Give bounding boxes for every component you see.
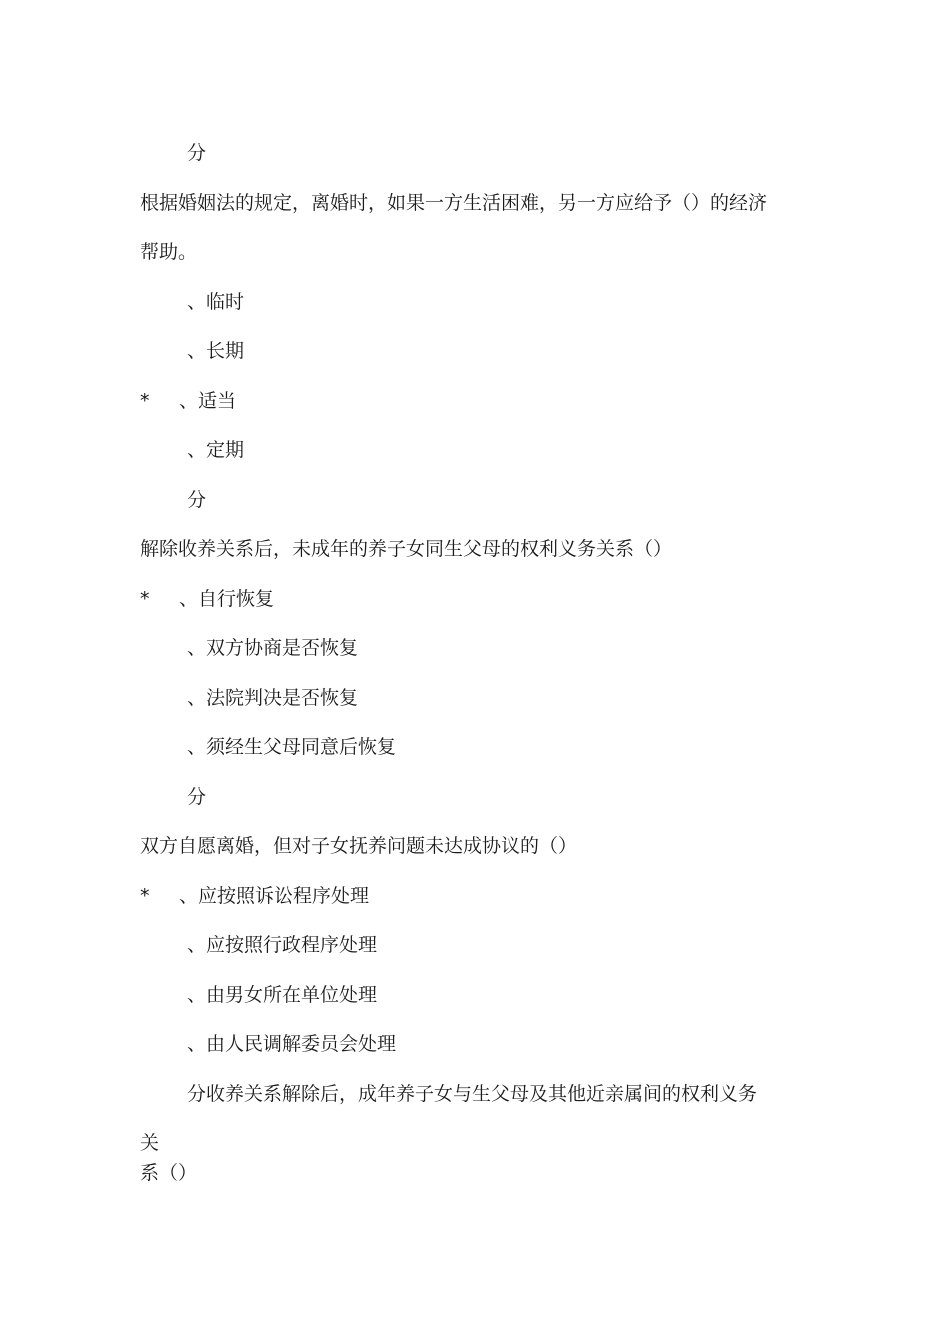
option-item: 、定期 — [187, 439, 245, 461]
score-and-question-text: 分收养关系解除后，成年养子女与生父母及其他近亲属间的权利义务 — [187, 1083, 758, 1105]
question-text-continued: 关 — [140, 1132, 160, 1154]
answer-marker: * — [140, 885, 150, 907]
option-item: 、法院判决是否恢复 — [187, 687, 359, 709]
option-item: 、由人民调解委员会处理 — [187, 1033, 397, 1055]
question-text-continued: 系（） — [140, 1162, 198, 1184]
option-item-selected: 、自行恢复 — [179, 588, 275, 610]
option-item: 、双方协商是否恢复 — [187, 637, 359, 659]
answer-marker: * — [140, 390, 150, 412]
answer-marker: * — [140, 588, 150, 610]
question-text: 双方自愿离婚，但对子女抚养问题未达成协议的（） — [140, 835, 578, 857]
score-label: 分 — [187, 142, 207, 164]
question-text: 根据婚姻法的规定，离婚时，如果一方生活困难，另一方应给予（）的经济 — [140, 192, 768, 214]
option-item: 、临时 — [187, 291, 245, 313]
option-item: 、由男女所在单位处理 — [187, 984, 378, 1006]
question-text: 解除收养关系后，未成年的养子女同生父母的权利义务关系（） — [140, 538, 673, 560]
score-label: 分 — [187, 786, 207, 808]
option-item: 、长期 — [187, 340, 245, 362]
score-label: 分 — [187, 489, 207, 511]
option-item: 、须经生父母同意后恢复 — [187, 736, 397, 758]
option-item: 、应按照行政程序处理 — [187, 934, 378, 956]
question-text-continued: 帮助。 — [140, 241, 198, 263]
option-item-selected: 、应按照诉讼程序处理 — [179, 885, 370, 907]
option-item-selected: 、适当 — [179, 390, 237, 412]
